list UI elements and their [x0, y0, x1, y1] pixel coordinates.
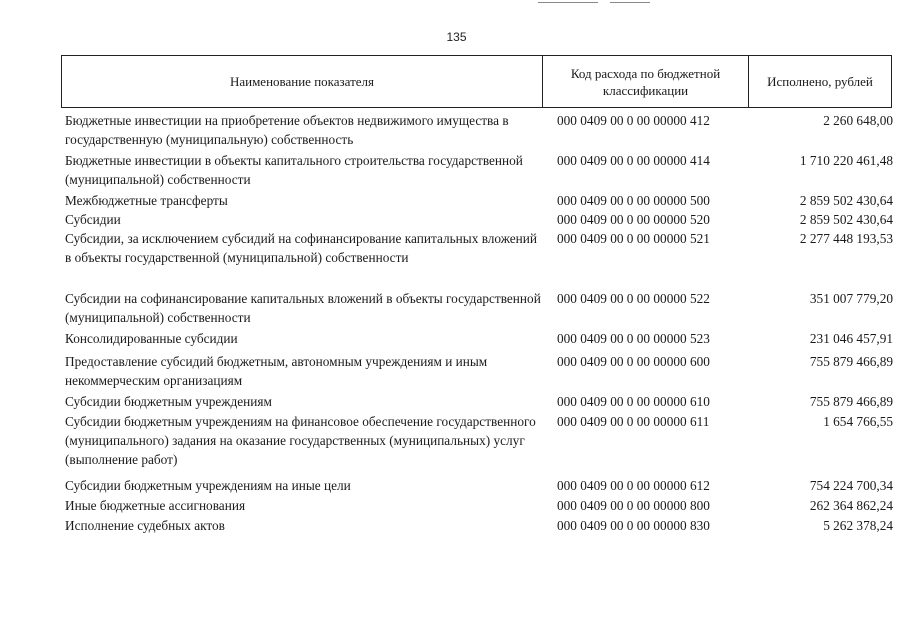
- row-name: Консолидированные субсидии: [65, 331, 238, 346]
- row-code: 000 0409 00 0 00 00000 523: [557, 331, 710, 346]
- row-code: 000 0409 00 0 00 00000 800: [557, 498, 710, 513]
- row-code: 000 0409 00 0 00 00000 611: [557, 414, 710, 429]
- row-code: 000 0409 00 0 00 00000 412: [557, 113, 710, 128]
- row-name: Субсидии на софинансирование капитальных вложений в объекты государственной (муниципальной) собственности: [65, 291, 541, 325]
- row-amount: 262 364 862,24: [809, 498, 893, 513]
- table-row: [65, 496, 895, 516]
- table-row: [65, 476, 895, 496]
- row-amount: 1 654 766,55: [823, 414, 893, 429]
- table-row: [65, 392, 895, 412]
- row-amount: 2 859 502 430,64: [799, 193, 893, 208]
- table-row: [65, 111, 895, 151]
- row-name: Субсидии бюджетным учреждениям на иные цели: [65, 478, 351, 493]
- row-amount: 2 277 448 193,53: [799, 231, 893, 246]
- row-name: Предоставление субсидий бюджетным, автономным учреждениям и иным некоммерческим организациям: [65, 354, 488, 388]
- column-header-name: Наименование показателя: [62, 56, 543, 107]
- row-name: Межбюджетные трансферты: [65, 193, 228, 208]
- column-header-code: Код расхода по бюджетной классификации: [543, 56, 749, 107]
- row-name: Субсидии: [65, 212, 121, 227]
- row-code: 000 0409 00 0 00 00000 600: [557, 354, 710, 369]
- row-amount: 755 879 466,89: [809, 394, 893, 409]
- row-amount: 2 859 502 430,64: [799, 212, 893, 227]
- column-header-amount: Исполнено, рублей: [767, 74, 873, 89]
- row-code: 000 0409 00 0 00 00000 414: [557, 153, 710, 168]
- table-row: [65, 352, 895, 392]
- row-code: 000 0409 00 0 00 00000 612: [557, 478, 710, 493]
- row-amount: 231 046 457,91: [809, 331, 893, 346]
- table-row: [65, 151, 895, 191]
- row-name: Бюджетные инвестиции на приобретение объектов недвижимого имущества в государственную (муниципальную) собственность: [65, 113, 509, 147]
- row-code: 000 0409 00 0 00 00000 830: [557, 518, 710, 533]
- page-number: 135: [446, 30, 467, 44]
- row-code: 000 0409 00 0 00 00000 522: [557, 291, 710, 306]
- row-amount: 755 879 466,89: [809, 354, 893, 369]
- row-amount: 2 260 648,00: [823, 113, 893, 128]
- row-name: Субсидии бюджетным учреждениям: [65, 394, 272, 409]
- row-name: Исполнение судебных актов: [65, 518, 225, 533]
- table-row: [65, 210, 895, 229]
- table-row: [65, 191, 895, 210]
- row-amount: 351 007 779,20: [809, 291, 893, 306]
- row-code: 000 0409 00 0 00 00000 610: [557, 394, 710, 409]
- scan-artifact-line: [538, 2, 598, 3]
- row-code: 000 0409 00 0 00 00000 500: [557, 193, 710, 208]
- row-amount: 754 224 700,34: [809, 478, 893, 493]
- table-body: [65, 111, 895, 536]
- table-row: [65, 516, 895, 536]
- scan-artifact-line: [610, 2, 650, 3]
- row-name: Субсидии бюджетным учреждениям на финансовое обеспечение государственного (муниципального) задания на оказание государственных (муниципальных) услуг (выполнение работ): [65, 414, 536, 467]
- row-name: Бюджетные инвестиции в объекты капитального строительства государственной (муниципальной) собственности: [65, 153, 523, 187]
- row-code: 000 0409 00 0 00 00000 520: [557, 212, 710, 227]
- table-row: [65, 329, 895, 352]
- row-amount: 5 262 378,24: [823, 518, 893, 533]
- row-amount: 1 710 220 461,48: [799, 153, 893, 168]
- row-name: Субсидии, за исключением субсидий на софинансирование капитальных вложений в объекты государственной (муниципальной) собственности: [65, 231, 538, 265]
- table-row: [65, 229, 895, 289]
- table-row: [65, 412, 895, 476]
- table-header: [61, 55, 892, 108]
- row-name: Иные бюджетные ассигнования: [65, 498, 246, 513]
- table-row: [65, 289, 895, 329]
- row-code: 000 0409 00 0 00 00000 521: [557, 231, 710, 246]
